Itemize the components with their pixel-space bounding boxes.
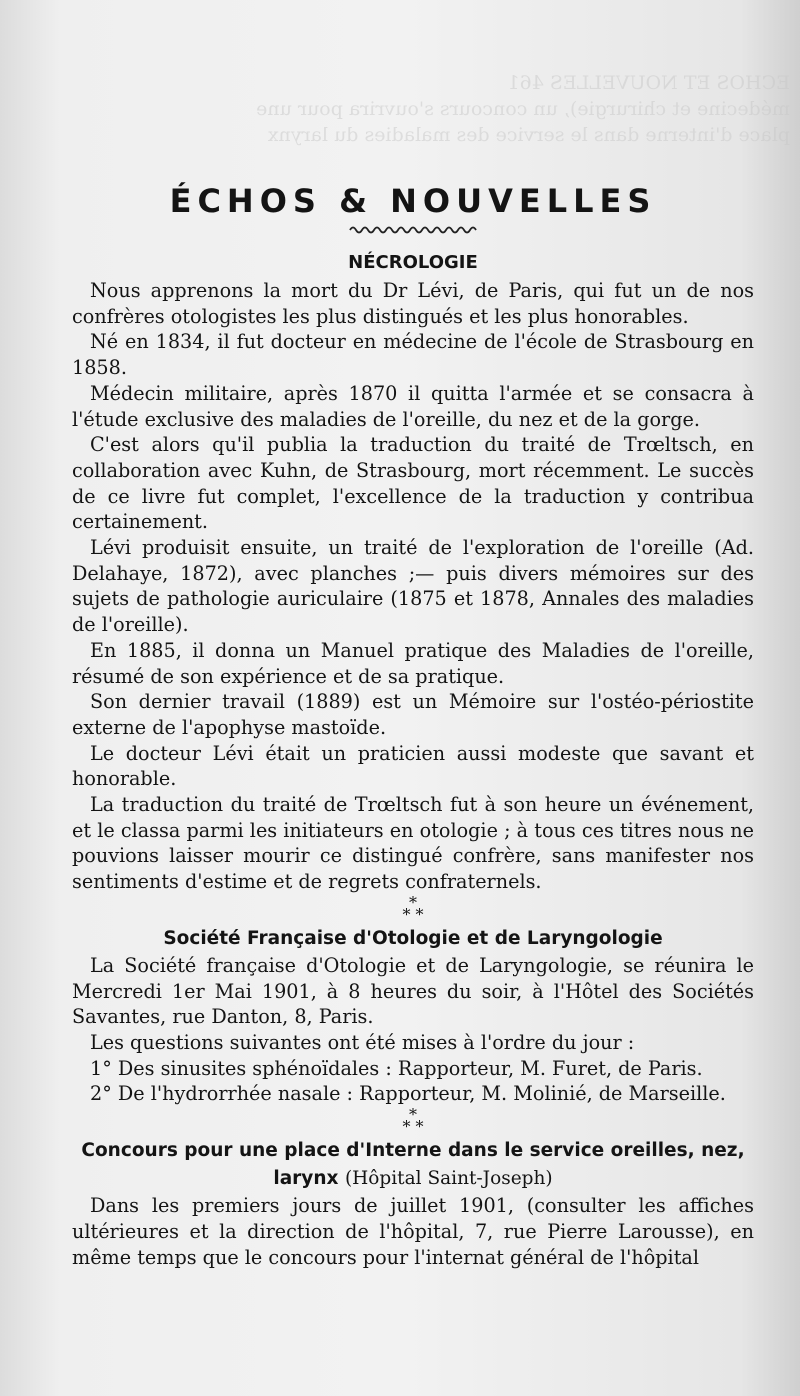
bleed-through-text <box>70 70 790 148</box>
agenda-item: 2° De l'hydrorrhée nasale : Rapporteur, M. Molinié, de Marseille. <box>90 1082 726 1106</box>
agenda-item: 1° Des sinusites sphénoïdales : Rapporteur, M. Furet, de Paris. <box>90 1056 703 1080</box>
concours-title-hospital: (Hôpital Saint-Joseph) <box>344 1168 553 1190</box>
paragraph: Son dernier travail (1889) est un Mémoire sur l'ostéo-périostite externe de l'apophyse mastoïde. <box>72 690 754 739</box>
star: * <box>409 1105 417 1125</box>
bleed-line: place d'interne dans le service des maladies du larynx <box>267 124 790 146</box>
section-title-concours <box>72 1137 754 1193</box>
paragraph: C'est alors qu'il publia la traduction du traité de Trœltsch, en collaboration avec Kuhn, de Strasbourg, mort récemment. Le succès de ce livre fut complet, l'excellence de la traduction y contribua certainement. <box>72 433 754 534</box>
wavy-ornament <box>72 222 754 248</box>
paragraph: Nous apprenons la mort du Dr Lévi, de Paris, qui fut un de nos confrères otologistes les plus distingués et les plus honorables. <box>72 279 754 328</box>
paragraph: La traduction du traité de Trœltsch fut à son heure un événement, et le classa parmi les initiateurs en otologie ; à tous ces titres nous ne pouvions laisser mourir ce distingué confrère, sans manifester nos sentiments d'estime et de regrets confraternels. <box>72 793 754 894</box>
section-title-societe: Société Française d'Otologie et de Laryngologie <box>163 927 663 949</box>
paragraph: Les questions suivantes ont été mises à l'ordre du jour : <box>90 1030 635 1054</box>
paragraph: Médecin militaire, après 1870 il quitta l'armée et se consacra à l'étude exclusive des maladies de l'oreille, du nez et de la gorge. <box>72 381 754 431</box>
paragraph: La Société française d'Otologie et de Laryngologie, se réunira le Mercredi 1er Mai 1901, à 8 heures du soir, à l'Hôtel des Sociétés Savantes, rue Danton, 8, Paris. <box>72 953 754 1029</box>
page-content <box>72 180 754 1270</box>
societe-article <box>72 953 754 1107</box>
star: * <box>402 1117 411 1137</box>
bleed-line: ECHOS ET NOUVELLES 461 <box>507 72 790 94</box>
star: * <box>402 904 411 924</box>
paragraph: Dans les premiers jours de juillet 1901, (consulter les affiches ultérieures et la direction de l'hôpital, 7, rue Pierre Larousse), en même temps que le concours pour l'internat général de l'hôpital <box>72 1194 754 1269</box>
asterism-separator <box>72 892 754 925</box>
star: * <box>409 892 417 912</box>
star: * <box>415 904 424 924</box>
necrologie-article <box>72 278 754 895</box>
paragraph: En 1885, il donna un Manuel pratique des Maladies de l'oreille, résumé de son expérience et de sa pratique. <box>72 638 754 688</box>
bleed-line: médecine et chirurgie), un concours s'ouvrira pour une <box>256 98 790 120</box>
asterism-separator <box>72 1107 754 1137</box>
star: * <box>415 1117 424 1137</box>
paragraph: Lévi produisit ensuite, un traité de l'exploration de l'oreille (Ad. Delahaye, 1872), avec planches ;— puis divers mémoires sur des sujets de pathologie auriculaire (1875 et 1878, Annales des maladies de l'oreille). <box>72 536 754 637</box>
page-title: ÉCHOS & NOUVELLES <box>169 182 657 220</box>
concours-title-bold: Concours pour une place d'Interne dans le service oreilles, nez, larynx <box>81 1140 745 1190</box>
section-title-necrologie: NÉCROLOGIE <box>348 252 478 273</box>
paragraph: Né en 1834, il fut docteur en médecine de l'école de Strasbourg en 1858. <box>72 330 754 380</box>
paragraph: Le docteur Lévi était un praticien aussi modeste que savant et honorable. <box>72 741 754 791</box>
